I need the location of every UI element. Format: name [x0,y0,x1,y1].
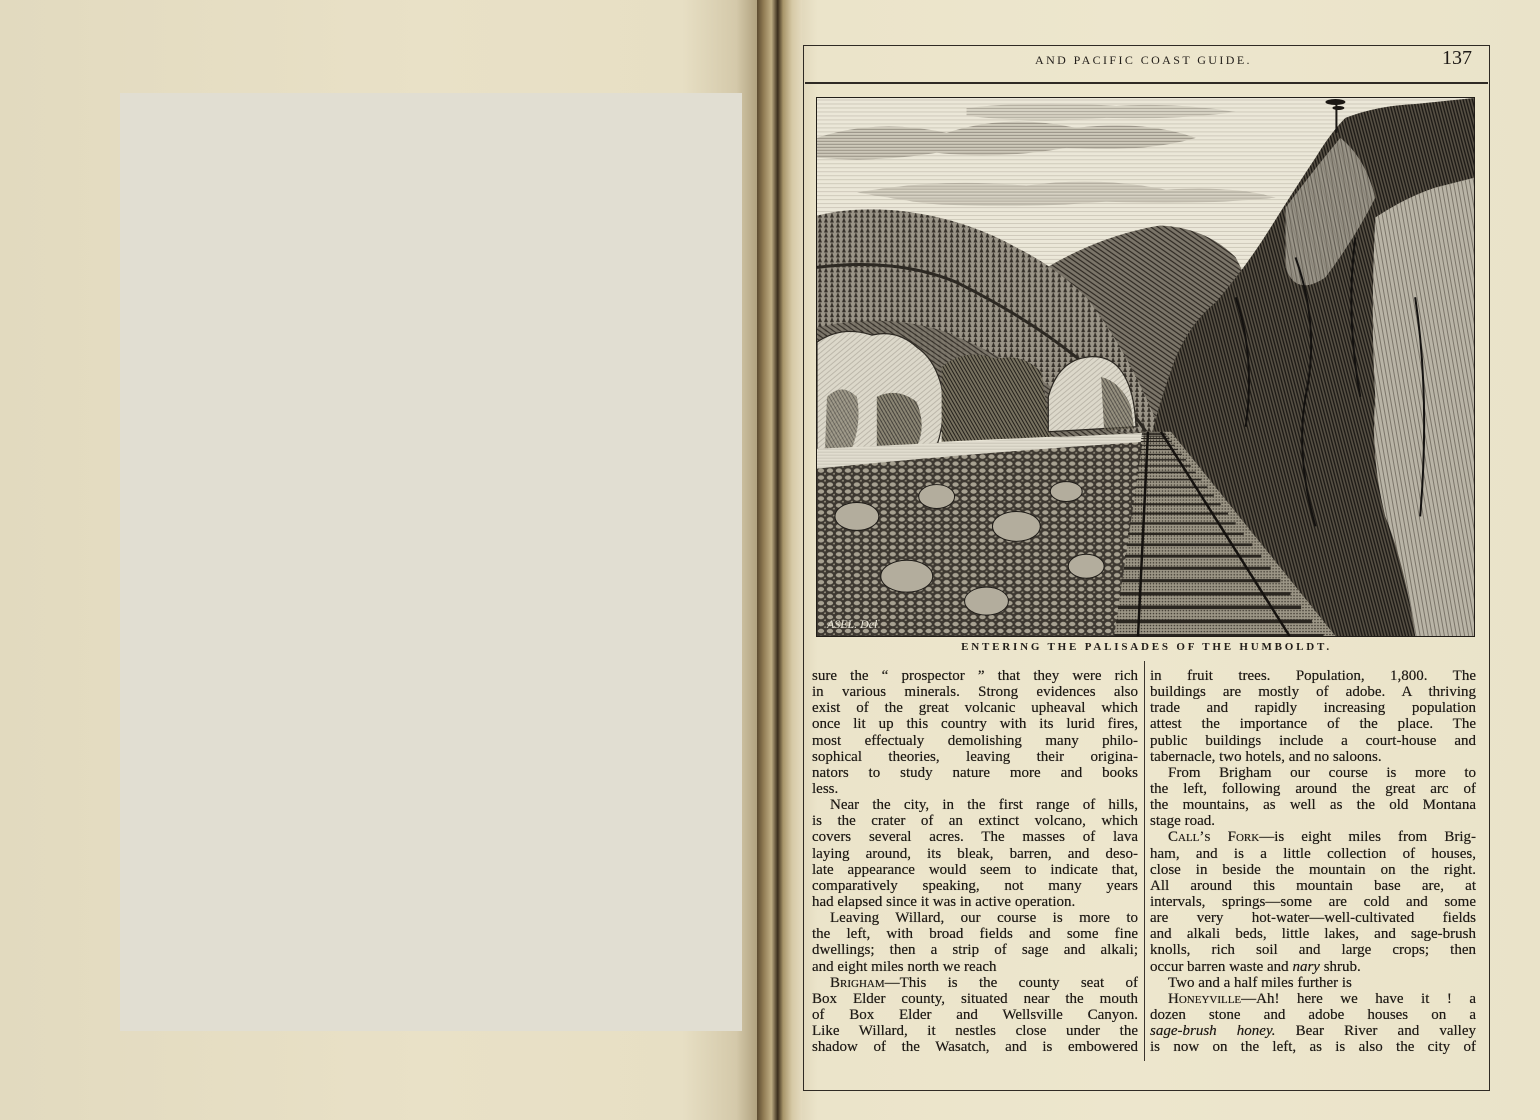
text-run: attest the importance of the place. The [1150,716,1476,733]
text-line [1150,813,1476,829]
text-line [1150,975,1476,991]
text-line [812,813,1138,829]
paragraph [1150,829,1476,974]
text-run: in various minerals. Strong evidences also [812,684,1138,701]
text-line [812,668,1138,684]
text-line [812,1023,1138,1039]
text-run: of Box Elder and Wellsville Canyon. [812,1006,1138,1023]
text-run: trade and rapidly increasing population [1150,700,1476,717]
text-line [812,700,1138,716]
text-run: nators to study nature more and books [812,764,1138,781]
text-line [1150,684,1476,700]
text-line [1150,733,1476,749]
left-page-blank-area [120,93,742,1031]
text-line [1150,765,1476,781]
text-line [1150,1023,1476,1039]
text-line [1150,700,1476,716]
text-line [1150,959,1476,975]
text-run: —Ah! here we have it ! a [1241,990,1476,1007]
text-run: ham, and is a little collection of houses, [1150,845,1476,862]
text-line [1150,894,1476,910]
text-line [1150,668,1476,684]
place-name: Call’s Fork [1168,829,1260,846]
engraving-illustration [816,97,1475,637]
engraving-svg [817,98,1474,636]
text-run: most effectualy demolishing many philo- [812,732,1138,749]
italic-text: nary [1292,958,1320,975]
text-line [812,716,1138,732]
text-line [1150,910,1476,926]
text-run: is now on the left, as is also the city of [1150,1039,1476,1056]
text-line [1150,862,1476,878]
rock-cluster [942,355,1052,442]
column-divider [1144,661,1145,1061]
text-run: comparatively speaking, not many years [812,877,1138,894]
text-line [812,829,1138,845]
text-run: knolls, rich soil and large crops; then [1150,942,1476,959]
text-run: tabernacle, two hotels, and no saloons. [1150,748,1382,765]
text-line [1150,797,1476,813]
text-run: Near the city, in the first range of hills, [830,797,1138,814]
text-run: are very hot-water—well-cultivated fields [1150,910,1476,927]
paragraph [812,668,1138,797]
illustration-caption: ENTERING THE PALISADES OF THE HUMBOLDT. [961,641,1332,653]
text-line [812,878,1138,894]
text-run: intervals, springs—some are cold and some [1150,893,1476,910]
text-line [1150,991,1476,1007]
text-line [812,684,1138,700]
rock-shadow [825,389,859,450]
text-line [812,862,1138,878]
italic-text: sage-brush honey. [1150,1023,1276,1040]
text-run: shrub. [1319,958,1361,975]
place-name: Brigham [830,974,885,991]
text-line [1150,878,1476,894]
text-run: sure the “ prospector ” that they were rich [812,668,1138,684]
text-run: late appearance would seem to indicate that, [812,861,1138,878]
text-run: occur barren waste and [1150,958,1293,975]
text-run: close in beside the mountain on the right. [1150,861,1476,878]
text-run: the mountains, as well as the old Montana [1150,797,1476,814]
text-run: buildings are mostly of adobe. A thriving [1150,684,1476,701]
paragraph [1150,765,1476,830]
text-line [812,894,1138,910]
text-line [812,975,1138,991]
running-title: AND PACIFIC COAST GUIDE. [1035,53,1252,67]
text-run: stage road. [1150,813,1215,830]
text-line [812,942,1138,958]
text-line [812,910,1138,926]
text-column-right [1150,668,1476,1055]
rock-shadow [877,393,922,449]
text-run: Box Elder county, situated near the mouth [812,990,1138,1007]
text-line [812,749,1138,765]
text-line [1150,829,1476,845]
book-gutter [757,0,802,1120]
text-run: —is eight miles from Brig- [1259,829,1476,846]
text-run: All around this mountain base are, at [1150,877,1476,894]
text-line [1150,926,1476,942]
paragraph [1150,668,1476,765]
text-line [1150,716,1476,732]
text-run: exist of the great volcanic upheaval which [812,700,1138,717]
text-run: less. [812,780,839,797]
page-number: 137 [1442,47,1472,69]
text-column-left [812,668,1138,1055]
paragraph [812,910,1138,975]
text-line [812,1039,1138,1055]
paragraph [812,975,1138,1056]
text-run: and eight miles north we reach [812,958,997,975]
text-run: laying around, its bleak, barren, and deso- [812,845,1138,862]
text-run: dozen stone and adobe houses on a [1150,1006,1476,1023]
text-run: shadow of the Wasatch, and is embowered [812,1039,1138,1056]
text-line [812,781,1138,797]
text-run: Bear River and valley [1275,1023,1476,1040]
text-line [812,797,1138,813]
place-name: Honeyville [1168,990,1242,1007]
text-run: Leaving Willard, our course is more to [830,910,1138,927]
text-line [812,959,1138,975]
paragraph [1150,975,1476,991]
paragraph [1150,991,1476,1056]
text-run: From Brigham our course is more to [1168,764,1476,781]
paragraph [812,797,1138,910]
text-line [812,926,1138,942]
text-line [1150,1039,1476,1055]
text-run: —This is the county seat of [884,974,1138,991]
text-line [812,1007,1138,1023]
text-line [1150,749,1476,765]
text-line [812,765,1138,781]
text-run: covers several acres. The masses of lava [812,829,1138,846]
text-line [1150,781,1476,797]
text-run: and alkali beds, little lakes, and sage-brush [1150,926,1476,943]
text-run: dwellings; then a strip of sage and alkali; [812,942,1138,959]
text-run: sophical theories, leaving their origina- [812,748,1138,765]
text-line [812,991,1138,1007]
text-run: in fruit trees. Population, 1,800. The [1150,668,1476,684]
text-line [1150,846,1476,862]
text-line [812,733,1138,749]
text-run: had elapsed since it was in active operation. [812,893,1076,910]
text-run: the left, with broad fields and some fine [812,926,1138,943]
text-run: Like Willard, it nestles close under the [812,1023,1138,1040]
text-run: Two and a half miles further is [1168,974,1352,991]
text-run: is the crater of an extinct volcano, which [812,813,1138,830]
text-run: once lit up this country with its lurid fires, [812,716,1138,733]
text-line [812,846,1138,862]
text-run: public buildings include a court-house and [1150,732,1476,749]
text-line [1150,942,1476,958]
header-rule [805,82,1488,84]
text-run: the left, following around the great arc of [1150,780,1476,797]
text-line [1150,1007,1476,1023]
artist-signature: ASEL. Del [826,617,878,632]
